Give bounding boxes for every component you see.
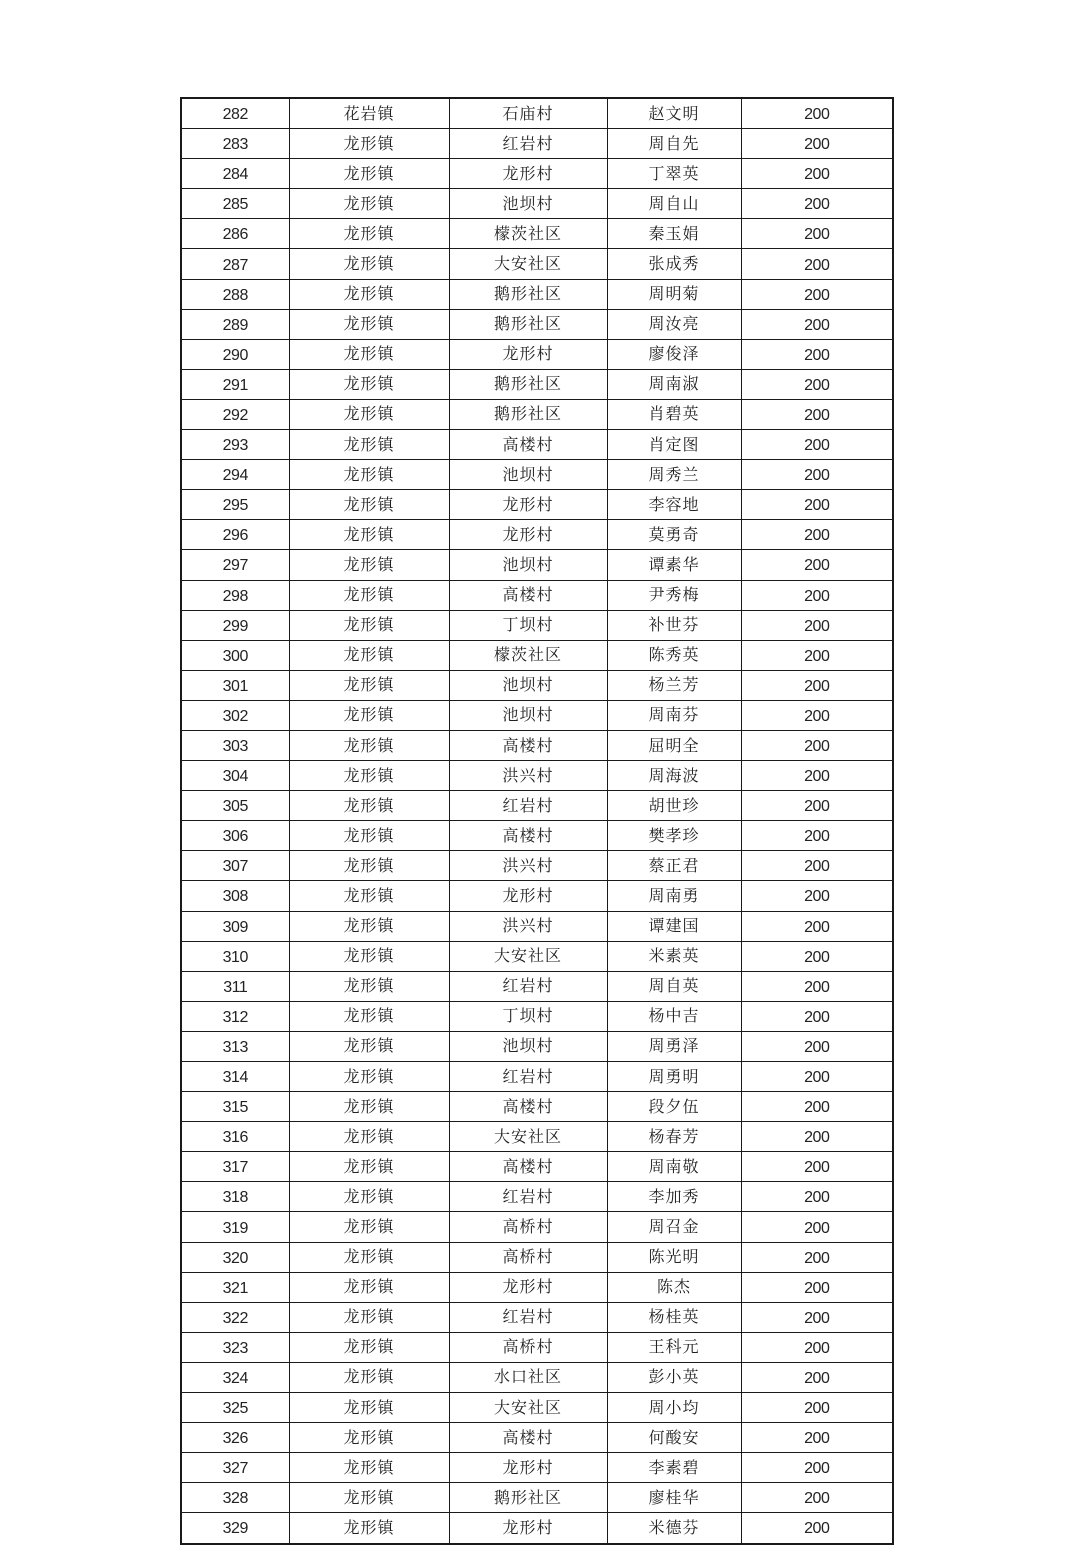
table-row: [181, 249, 893, 279]
table-row: [181, 1332, 893, 1362]
cell-name: 李素碧: [607, 1453, 741, 1483]
cell-amount: 200: [741, 1302, 893, 1332]
cell-number: 296: [181, 520, 289, 550]
cell-town: 龙形镇: [289, 851, 449, 881]
cell-town: 龙形镇: [289, 1062, 449, 1092]
cell-number: 294: [181, 460, 289, 490]
cell-town: 龙形镇: [289, 1212, 449, 1242]
cell-town: 花岩镇: [289, 98, 449, 129]
cell-number: 313: [181, 1031, 289, 1061]
cell-town: 龙形镇: [289, 1092, 449, 1122]
table-row: [181, 159, 893, 189]
cell-name: 肖定图: [607, 430, 741, 460]
cell-number: 317: [181, 1152, 289, 1182]
cell-town: 龙形镇: [289, 1242, 449, 1272]
cell-number: 310: [181, 941, 289, 971]
cell-amount: 200: [741, 339, 893, 369]
cell-name: 蔡正君: [607, 851, 741, 881]
cell-town: 龙形镇: [289, 1122, 449, 1152]
cell-village: 水口社区: [449, 1362, 607, 1392]
cell-amount: 200: [741, 520, 893, 550]
cell-amount: 200: [741, 1423, 893, 1453]
cell-number: 300: [181, 640, 289, 670]
cell-town: 龙形镇: [289, 550, 449, 580]
cell-town: 龙形镇: [289, 580, 449, 610]
cell-name: 杨春芳: [607, 1122, 741, 1152]
cell-town: 龙形镇: [289, 791, 449, 821]
cell-name: 张成秀: [607, 249, 741, 279]
cell-number: 301: [181, 670, 289, 700]
cell-number: 303: [181, 730, 289, 760]
cell-amount: 200: [741, 670, 893, 700]
cell-town: 龙形镇: [289, 430, 449, 460]
table-row: [181, 1212, 893, 1242]
cell-village: 石庙村: [449, 98, 607, 129]
table-row: [181, 1272, 893, 1302]
cell-name: 王科元: [607, 1332, 741, 1362]
cell-amount: 200: [741, 911, 893, 941]
cell-number: 298: [181, 580, 289, 610]
cell-town: 龙形镇: [289, 670, 449, 700]
cell-name: 周召金: [607, 1212, 741, 1242]
cell-village: 龙形村: [449, 881, 607, 911]
table-row: [181, 761, 893, 791]
table-row: [181, 610, 893, 640]
cell-village: 龙形村: [449, 520, 607, 550]
table-row: [181, 670, 893, 700]
cell-name: 杨桂英: [607, 1302, 741, 1332]
cell-amount: 200: [741, 881, 893, 911]
cell-name: 莫勇奇: [607, 520, 741, 550]
cell-amount: 200: [741, 1062, 893, 1092]
table-row: [181, 700, 893, 730]
cell-amount: 200: [741, 1272, 893, 1302]
cell-amount: 200: [741, 129, 893, 159]
cell-village: 高楼村: [449, 430, 607, 460]
table-row: [181, 1453, 893, 1483]
table-row: [181, 1423, 893, 1453]
cell-amount: 200: [741, 821, 893, 851]
cell-amount: 200: [741, 490, 893, 520]
cell-number: 315: [181, 1092, 289, 1122]
cell-name: 周小均: [607, 1393, 741, 1423]
cell-town: 龙形镇: [289, 911, 449, 941]
cell-village: 池坝村: [449, 460, 607, 490]
cell-number: 297: [181, 550, 289, 580]
cell-village: 池坝村: [449, 700, 607, 730]
cell-amount: 200: [741, 610, 893, 640]
cell-amount: 200: [741, 700, 893, 730]
cell-name: 周南淑: [607, 369, 741, 399]
cell-town: 龙形镇: [289, 1483, 449, 1513]
cell-amount: 200: [741, 1001, 893, 1031]
cell-amount: 200: [741, 1031, 893, 1061]
cell-name: 周明菊: [607, 279, 741, 309]
cell-village: 龙形村: [449, 490, 607, 520]
cell-town: 龙形镇: [289, 1001, 449, 1031]
cell-name: 杨中吉: [607, 1001, 741, 1031]
cell-number: 308: [181, 881, 289, 911]
cell-village: 檬茨社区: [449, 640, 607, 670]
cell-town: 龙形镇: [289, 1423, 449, 1453]
table-row: [181, 189, 893, 219]
cell-amount: 200: [741, 249, 893, 279]
cell-village: 池坝村: [449, 1031, 607, 1061]
cell-number: 325: [181, 1393, 289, 1423]
cell-amount: 200: [741, 1393, 893, 1423]
cell-town: 龙形镇: [289, 1332, 449, 1362]
cell-town: 龙形镇: [289, 730, 449, 760]
cell-town: 龙形镇: [289, 941, 449, 971]
cell-number: 306: [181, 821, 289, 851]
cell-town: 龙形镇: [289, 821, 449, 851]
table-row: [181, 1182, 893, 1212]
cell-number: 322: [181, 1302, 289, 1332]
table-row: [181, 1031, 893, 1061]
table-body: [181, 98, 893, 1544]
table-row: [181, 1302, 893, 1332]
table-row: [181, 1001, 893, 1031]
table-row: [181, 369, 893, 399]
cell-name: 周南勇: [607, 881, 741, 911]
cell-number: 327: [181, 1453, 289, 1483]
cell-number: 319: [181, 1212, 289, 1242]
cell-town: 龙形镇: [289, 971, 449, 1001]
table-row: [181, 219, 893, 249]
cell-number: 292: [181, 399, 289, 429]
cell-village: 红岩村: [449, 1302, 607, 1332]
cell-village: 龙形村: [449, 1513, 607, 1544]
cell-amount: 200: [741, 159, 893, 189]
cell-village: 红岩村: [449, 129, 607, 159]
cell-village: 高楼村: [449, 1152, 607, 1182]
cell-town: 龙形镇: [289, 1393, 449, 1423]
cell-amount: 200: [741, 1092, 893, 1122]
cell-number: 311: [181, 971, 289, 1001]
table-row: [181, 520, 893, 550]
cell-village: 大安社区: [449, 1393, 607, 1423]
table-row: [181, 1513, 893, 1544]
cell-name: 谭建国: [607, 911, 741, 941]
cell-name: 尹秀梅: [607, 580, 741, 610]
cell-village: 鹅形社区: [449, 309, 607, 339]
table-row: [181, 98, 893, 129]
cell-town: 龙形镇: [289, 490, 449, 520]
cell-village: 洪兴村: [449, 761, 607, 791]
cell-amount: 200: [741, 1212, 893, 1242]
cell-number: 284: [181, 159, 289, 189]
cell-town: 龙形镇: [289, 1152, 449, 1182]
cell-number: 289: [181, 309, 289, 339]
cell-name: 周海波: [607, 761, 741, 791]
cell-name: 陈光明: [607, 1242, 741, 1272]
table-row: [181, 821, 893, 851]
cell-village: 高楼村: [449, 1092, 607, 1122]
cell-amount: 200: [741, 550, 893, 580]
table-row: [181, 399, 893, 429]
cell-name: 周自山: [607, 189, 741, 219]
cell-name: 周秀兰: [607, 460, 741, 490]
table-row: [181, 1393, 893, 1423]
cell-village: 高桥村: [449, 1212, 607, 1242]
cell-town: 龙形镇: [289, 219, 449, 249]
cell-village: 池坝村: [449, 670, 607, 700]
cell-amount: 200: [741, 1362, 893, 1392]
cell-town: 龙形镇: [289, 309, 449, 339]
cell-amount: 200: [741, 1513, 893, 1544]
cell-amount: 200: [741, 1453, 893, 1483]
cell-name: 周勇泽: [607, 1031, 741, 1061]
cell-village: 鹅形社区: [449, 369, 607, 399]
cell-town: 龙形镇: [289, 1362, 449, 1392]
table-row: [181, 1122, 893, 1152]
cell-number: 299: [181, 610, 289, 640]
table-row: [181, 1483, 893, 1513]
cell-village: 大安社区: [449, 941, 607, 971]
cell-village: 红岩村: [449, 971, 607, 1001]
cell-number: 305: [181, 791, 289, 821]
cell-name: 周自英: [607, 971, 741, 1001]
cell-village: 大安社区: [449, 1122, 607, 1152]
cell-town: 龙形镇: [289, 460, 449, 490]
cell-name: 米素英: [607, 941, 741, 971]
cell-town: 龙形镇: [289, 640, 449, 670]
subsidy-table-container: [180, 97, 894, 1545]
table-row: [181, 490, 893, 520]
table-row: [181, 550, 893, 580]
cell-number: 314: [181, 1062, 289, 1092]
cell-amount: 200: [741, 730, 893, 760]
cell-town: 龙形镇: [289, 399, 449, 429]
cell-name: 赵文明: [607, 98, 741, 129]
cell-town: 龙形镇: [289, 761, 449, 791]
cell-number: 291: [181, 369, 289, 399]
cell-amount: 200: [741, 430, 893, 460]
cell-number: 329: [181, 1513, 289, 1544]
cell-name: 李容地: [607, 490, 741, 520]
cell-town: 龙形镇: [289, 249, 449, 279]
cell-village: 高桥村: [449, 1242, 607, 1272]
table-row: [181, 1362, 893, 1392]
cell-number: 286: [181, 219, 289, 249]
cell-number: 287: [181, 249, 289, 279]
cell-village: 红岩村: [449, 1062, 607, 1092]
cell-village: 高楼村: [449, 821, 607, 851]
cell-amount: 200: [741, 1122, 893, 1152]
cell-village: 池坝村: [449, 550, 607, 580]
cell-village: 红岩村: [449, 1182, 607, 1212]
table-row: [181, 941, 893, 971]
cell-name: 陈杰: [607, 1272, 741, 1302]
cell-town: 龙形镇: [289, 369, 449, 399]
subsidy-table: [180, 97, 894, 1545]
table-row: [181, 791, 893, 821]
cell-village: 高楼村: [449, 730, 607, 760]
cell-amount: 200: [741, 219, 893, 249]
cell-name: 李加秀: [607, 1182, 741, 1212]
cell-amount: 200: [741, 279, 893, 309]
cell-name: 周勇明: [607, 1062, 741, 1092]
cell-village: 龙形村: [449, 339, 607, 369]
cell-number: 309: [181, 911, 289, 941]
cell-village: 龙形村: [449, 1453, 607, 1483]
cell-village: 高楼村: [449, 1423, 607, 1453]
cell-name: 周南敬: [607, 1152, 741, 1182]
table-row: [181, 881, 893, 911]
cell-number: 326: [181, 1423, 289, 1453]
cell-number: 318: [181, 1182, 289, 1212]
table-row: [181, 1092, 893, 1122]
table-row: [181, 580, 893, 610]
cell-name: 谭素华: [607, 550, 741, 580]
cell-town: 龙形镇: [289, 189, 449, 219]
cell-number: 307: [181, 851, 289, 881]
table-row: [181, 279, 893, 309]
table-row: [181, 1062, 893, 1092]
cell-town: 龙形镇: [289, 1182, 449, 1212]
cell-number: 321: [181, 1272, 289, 1302]
cell-village: 丁坝村: [449, 1001, 607, 1031]
cell-name: 周南芬: [607, 700, 741, 730]
cell-amount: 200: [741, 971, 893, 1001]
cell-number: 293: [181, 430, 289, 460]
cell-number: 283: [181, 129, 289, 159]
cell-amount: 200: [741, 1332, 893, 1362]
cell-number: 295: [181, 490, 289, 520]
cell-name: 秦玉娟: [607, 219, 741, 249]
cell-number: 328: [181, 1483, 289, 1513]
cell-village: 洪兴村: [449, 911, 607, 941]
table-row: [181, 1242, 893, 1272]
cell-village: 洪兴村: [449, 851, 607, 881]
cell-amount: 200: [741, 761, 893, 791]
cell-amount: 200: [741, 580, 893, 610]
cell-number: 304: [181, 761, 289, 791]
cell-village: 高桥村: [449, 1332, 607, 1362]
cell-town: 龙形镇: [289, 1513, 449, 1544]
cell-amount: 200: [741, 851, 893, 881]
cell-number: 323: [181, 1332, 289, 1362]
cell-village: 红岩村: [449, 791, 607, 821]
cell-amount: 200: [741, 399, 893, 429]
cell-amount: 200: [741, 1182, 893, 1212]
cell-name: 彭小英: [607, 1362, 741, 1392]
cell-number: 312: [181, 1001, 289, 1031]
cell-number: 320: [181, 1242, 289, 1272]
table-row: [181, 1152, 893, 1182]
cell-town: 龙形镇: [289, 1031, 449, 1061]
cell-name: 肖碧英: [607, 399, 741, 429]
cell-town: 龙形镇: [289, 700, 449, 730]
cell-name: 樊孝珍: [607, 821, 741, 851]
cell-town: 龙形镇: [289, 881, 449, 911]
cell-name: 丁翠英: [607, 159, 741, 189]
cell-name: 陈秀英: [607, 640, 741, 670]
cell-amount: 200: [741, 460, 893, 490]
cell-amount: 200: [741, 1242, 893, 1272]
cell-amount: 200: [741, 309, 893, 339]
table-row: [181, 730, 893, 760]
cell-number: 324: [181, 1362, 289, 1392]
cell-village: 鹅形社区: [449, 1483, 607, 1513]
cell-number: 316: [181, 1122, 289, 1152]
cell-village: 龙形村: [449, 1272, 607, 1302]
cell-town: 龙形镇: [289, 1302, 449, 1332]
cell-town: 龙形镇: [289, 129, 449, 159]
cell-town: 龙形镇: [289, 1272, 449, 1302]
cell-village: 池坝村: [449, 189, 607, 219]
cell-village: 大安社区: [449, 249, 607, 279]
cell-town: 龙形镇: [289, 279, 449, 309]
cell-number: 302: [181, 700, 289, 730]
cell-amount: 200: [741, 369, 893, 399]
cell-town: 龙形镇: [289, 339, 449, 369]
table-row: [181, 971, 893, 1001]
table-row: [181, 911, 893, 941]
cell-name: 周汝亮: [607, 309, 741, 339]
cell-village: 鹅形社区: [449, 279, 607, 309]
cell-town: 龙形镇: [289, 159, 449, 189]
table-row: [181, 460, 893, 490]
cell-village: 鹅形社区: [449, 399, 607, 429]
cell-amount: 200: [741, 189, 893, 219]
cell-amount: 200: [741, 1483, 893, 1513]
cell-name: 段夕伍: [607, 1092, 741, 1122]
cell-amount: 200: [741, 941, 893, 971]
cell-amount: 200: [741, 791, 893, 821]
cell-number: 288: [181, 279, 289, 309]
cell-name: 屈明全: [607, 730, 741, 760]
table-row: [181, 339, 893, 369]
cell-village: 龙形村: [449, 159, 607, 189]
cell-amount: 200: [741, 640, 893, 670]
cell-town: 龙形镇: [289, 1453, 449, 1483]
cell-name: 何酸安: [607, 1423, 741, 1453]
cell-name: 廖桂华: [607, 1483, 741, 1513]
cell-number: 290: [181, 339, 289, 369]
cell-town: 龙形镇: [289, 610, 449, 640]
cell-village: 丁坝村: [449, 610, 607, 640]
table-row: [181, 309, 893, 339]
cell-town: 龙形镇: [289, 520, 449, 550]
cell-amount: 200: [741, 98, 893, 129]
table-row: [181, 640, 893, 670]
cell-name: 廖俊泽: [607, 339, 741, 369]
cell-name: 补世芬: [607, 610, 741, 640]
cell-amount: 200: [741, 1152, 893, 1182]
cell-village: 檬茨社区: [449, 219, 607, 249]
cell-number: 285: [181, 189, 289, 219]
table-row: [181, 129, 893, 159]
cell-name: 胡世珍: [607, 791, 741, 821]
cell-number: 282: [181, 98, 289, 129]
table-row: [181, 430, 893, 460]
cell-name: 周自先: [607, 129, 741, 159]
table-row: [181, 851, 893, 881]
cell-name: 杨兰芳: [607, 670, 741, 700]
cell-village: 高楼村: [449, 580, 607, 610]
cell-name: 米德芬: [607, 1513, 741, 1544]
